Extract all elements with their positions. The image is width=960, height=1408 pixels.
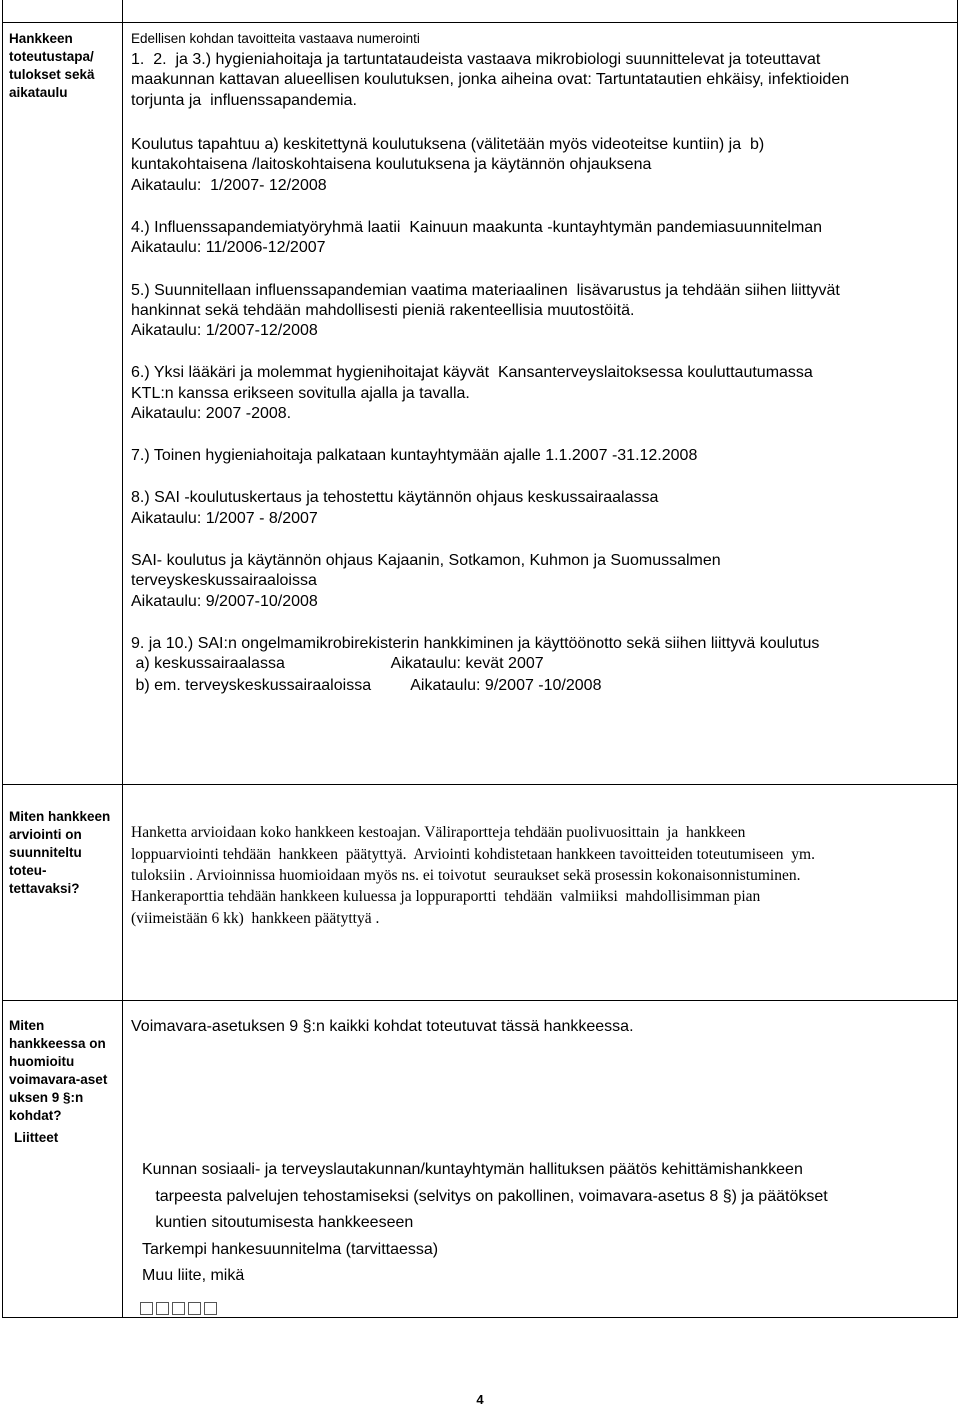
row-label-evaluation: Miten hankkeen arviointi on suunniteltu toteu- tettavaksi?: [9, 809, 111, 896]
checkbox-1[interactable]: [140, 1302, 153, 1315]
checkbox-2[interactable]: [156, 1302, 169, 1315]
content-line: torjunta ja influenssapandemia.: [131, 92, 357, 109]
row-divider-2: [2, 1000, 958, 1001]
content-line: 7.) Toinen hygieniahoitaja palkataan kuntayhtymään ajalle 1.1.2007 -31.12.2008: [131, 447, 698, 464]
content-line: Aikataulu: 1/2007- 12/2008: [131, 177, 327, 194]
content-line: a) keskussairaalassa Aikataulu: kevät 2007: [131, 655, 544, 672]
attachment-item: Kunnan sosiaali- ja terveyslautakunnan/kuntayhtymän hallituksen päätös kehittämishankkeen: [142, 1161, 803, 1178]
attachment-checkboxes: [140, 1299, 220, 1313]
attachment-item: kuntien sitoutumisesta hankkeeseen: [142, 1214, 414, 1231]
content-line: Edellisen kohdan tavoitteita vastaava numerointi: [131, 31, 420, 46]
content-line: SAI- koulutus ja käytännön ohjaus Kajaanin, Sotkamon, Kuhmon ja Suomussalmen: [131, 552, 721, 569]
content-line: Aikataulu: 2007 -2008.: [131, 405, 292, 422]
content-line: Aikataulu: 1/2007 - 8/2007: [131, 510, 318, 527]
content-line: terveyskeskussairaaloissa: [131, 572, 317, 589]
page-number: 4: [476, 1392, 484, 1407]
column-divider: [122, 0, 123, 1318]
content-line: 9. ja 10.) SAI:n ongelmamikrobirekisterin hankkiminen ja käyttöönotto sekä siihen liittyvä koulutus: [131, 635, 820, 652]
attachment-item: Tarkempi hankesuunnitelma (tarvittaessa): [142, 1241, 439, 1258]
attachment-item: Muu liite, mikä: [142, 1267, 245, 1284]
content-line: 1. 2. ja 3.) hygieniahoitaja ja tartuntataudeista vastaava mikrobiologi suunnittelevat ja toteuttavat: [131, 51, 821, 68]
content-line: tuloksiin . Arvioinnissa huomioidaan myös ns. ei toivotut seuraukset sekä prosessin kokonaisonnistuminen.: [131, 867, 801, 884]
content-line: 6.) Yksi lääkäri ja molemmat hygienihoitajat käyvät Kansanterveyslaitoksessa kouluttautumassa: [131, 364, 813, 381]
row-divider-top: [2, 22, 958, 23]
voimavara-content: Voimavara-asetuksen 9 §:n kaikki kohdat toteutuvat tässä hankkeessa.: [131, 1018, 634, 1035]
table-bottom-border: [2, 1317, 958, 1318]
content-line: 8.) SAI -koulutuskertaus ja tehostettu käytännön ohjaus keskussairaalassa: [131, 489, 659, 506]
content-line: Koulutus tapahtuu a) keskitettynä koulutuksena (välitetään myös videoteitse kuntiin) ja b): [131, 136, 765, 153]
content-line: KTL:n kanssa erikseen sovitulla ajalla ja tavalla.: [131, 385, 470, 402]
content-line: Hankeraporttia tehdään hankkeen kuluessa ja loppuraportti tehdään valmiiksi mahdollisimman pian: [131, 888, 761, 905]
row-label-attachments: Liitteet: [14, 1130, 59, 1145]
content-line: Aikataulu: 1/2007-12/2008: [131, 322, 318, 339]
content-line: 5.) Suunnitellaan influenssapandemian vaatima materiaalinen lisävarustus ja tehdään siihen liittyvät: [131, 282, 840, 299]
content-line: kuntakohtaisena /laitoskohtaisena koulutuksena ja käytännön ohjauksena: [131, 156, 652, 173]
content-line: 4.) Influenssapandemiatyöryhmä laatii Kainuun maakunta -kuntayhtymän pandemiasuunnitelman: [131, 219, 823, 236]
table-right-border: [957, 0, 958, 1318]
content-line: loppuarviointi tehdään hankkeen päätyttyä. Arviointi kohdistetaan hankkeen tavoitteiden toteutumiseen ym.: [131, 846, 815, 863]
content-line: Aikataulu: 9/2007-10/2008: [131, 593, 318, 610]
content-line: Aikataulu: 11/2006-12/2007: [131, 239, 326, 256]
attachment-item: tarpeesta palvelujen tehostamiseksi (selvitys on pakollinen, voimavara-asetus 8 §) ja päätökset: [142, 1188, 828, 1205]
checkbox-3[interactable]: [172, 1302, 185, 1315]
checkbox-4[interactable]: [188, 1302, 201, 1315]
content-line: (viimeistään 6 kk) hankkeen päätyttyä .: [131, 910, 380, 927]
content-line: Hanketta arvioidaan koko hankkeen kestoajan. Väliraportteja tehdään puolivuosittain ja hankkeen: [131, 824, 746, 841]
checkbox-5[interactable]: [204, 1302, 217, 1315]
content-line: maakunnan kattavan alueellisen koulutuksen, jonka aiheina ovat: Tartuntatautien ehkäisy, infektioiden: [131, 71, 850, 88]
content-line: b) em. terveyskeskussairaaloissa Aikataulu: 9/2007 -10/2008: [131, 677, 602, 694]
row-label-voimavara: Miten hankkeessa on huomioitu voimavara-aset uksen 9 §:n kohdat?: [9, 1018, 108, 1123]
row-label-implementation: Hankkeen toteutustapa/ tulokset sekä aikataulu: [9, 31, 95, 100]
content-line: hankinnat sekä tehdään mahdollisesti pieniä rakenteellisia muutostöitä.: [131, 302, 635, 319]
row-divider-1: [2, 784, 958, 785]
table-left-border: [2, 0, 3, 1318]
